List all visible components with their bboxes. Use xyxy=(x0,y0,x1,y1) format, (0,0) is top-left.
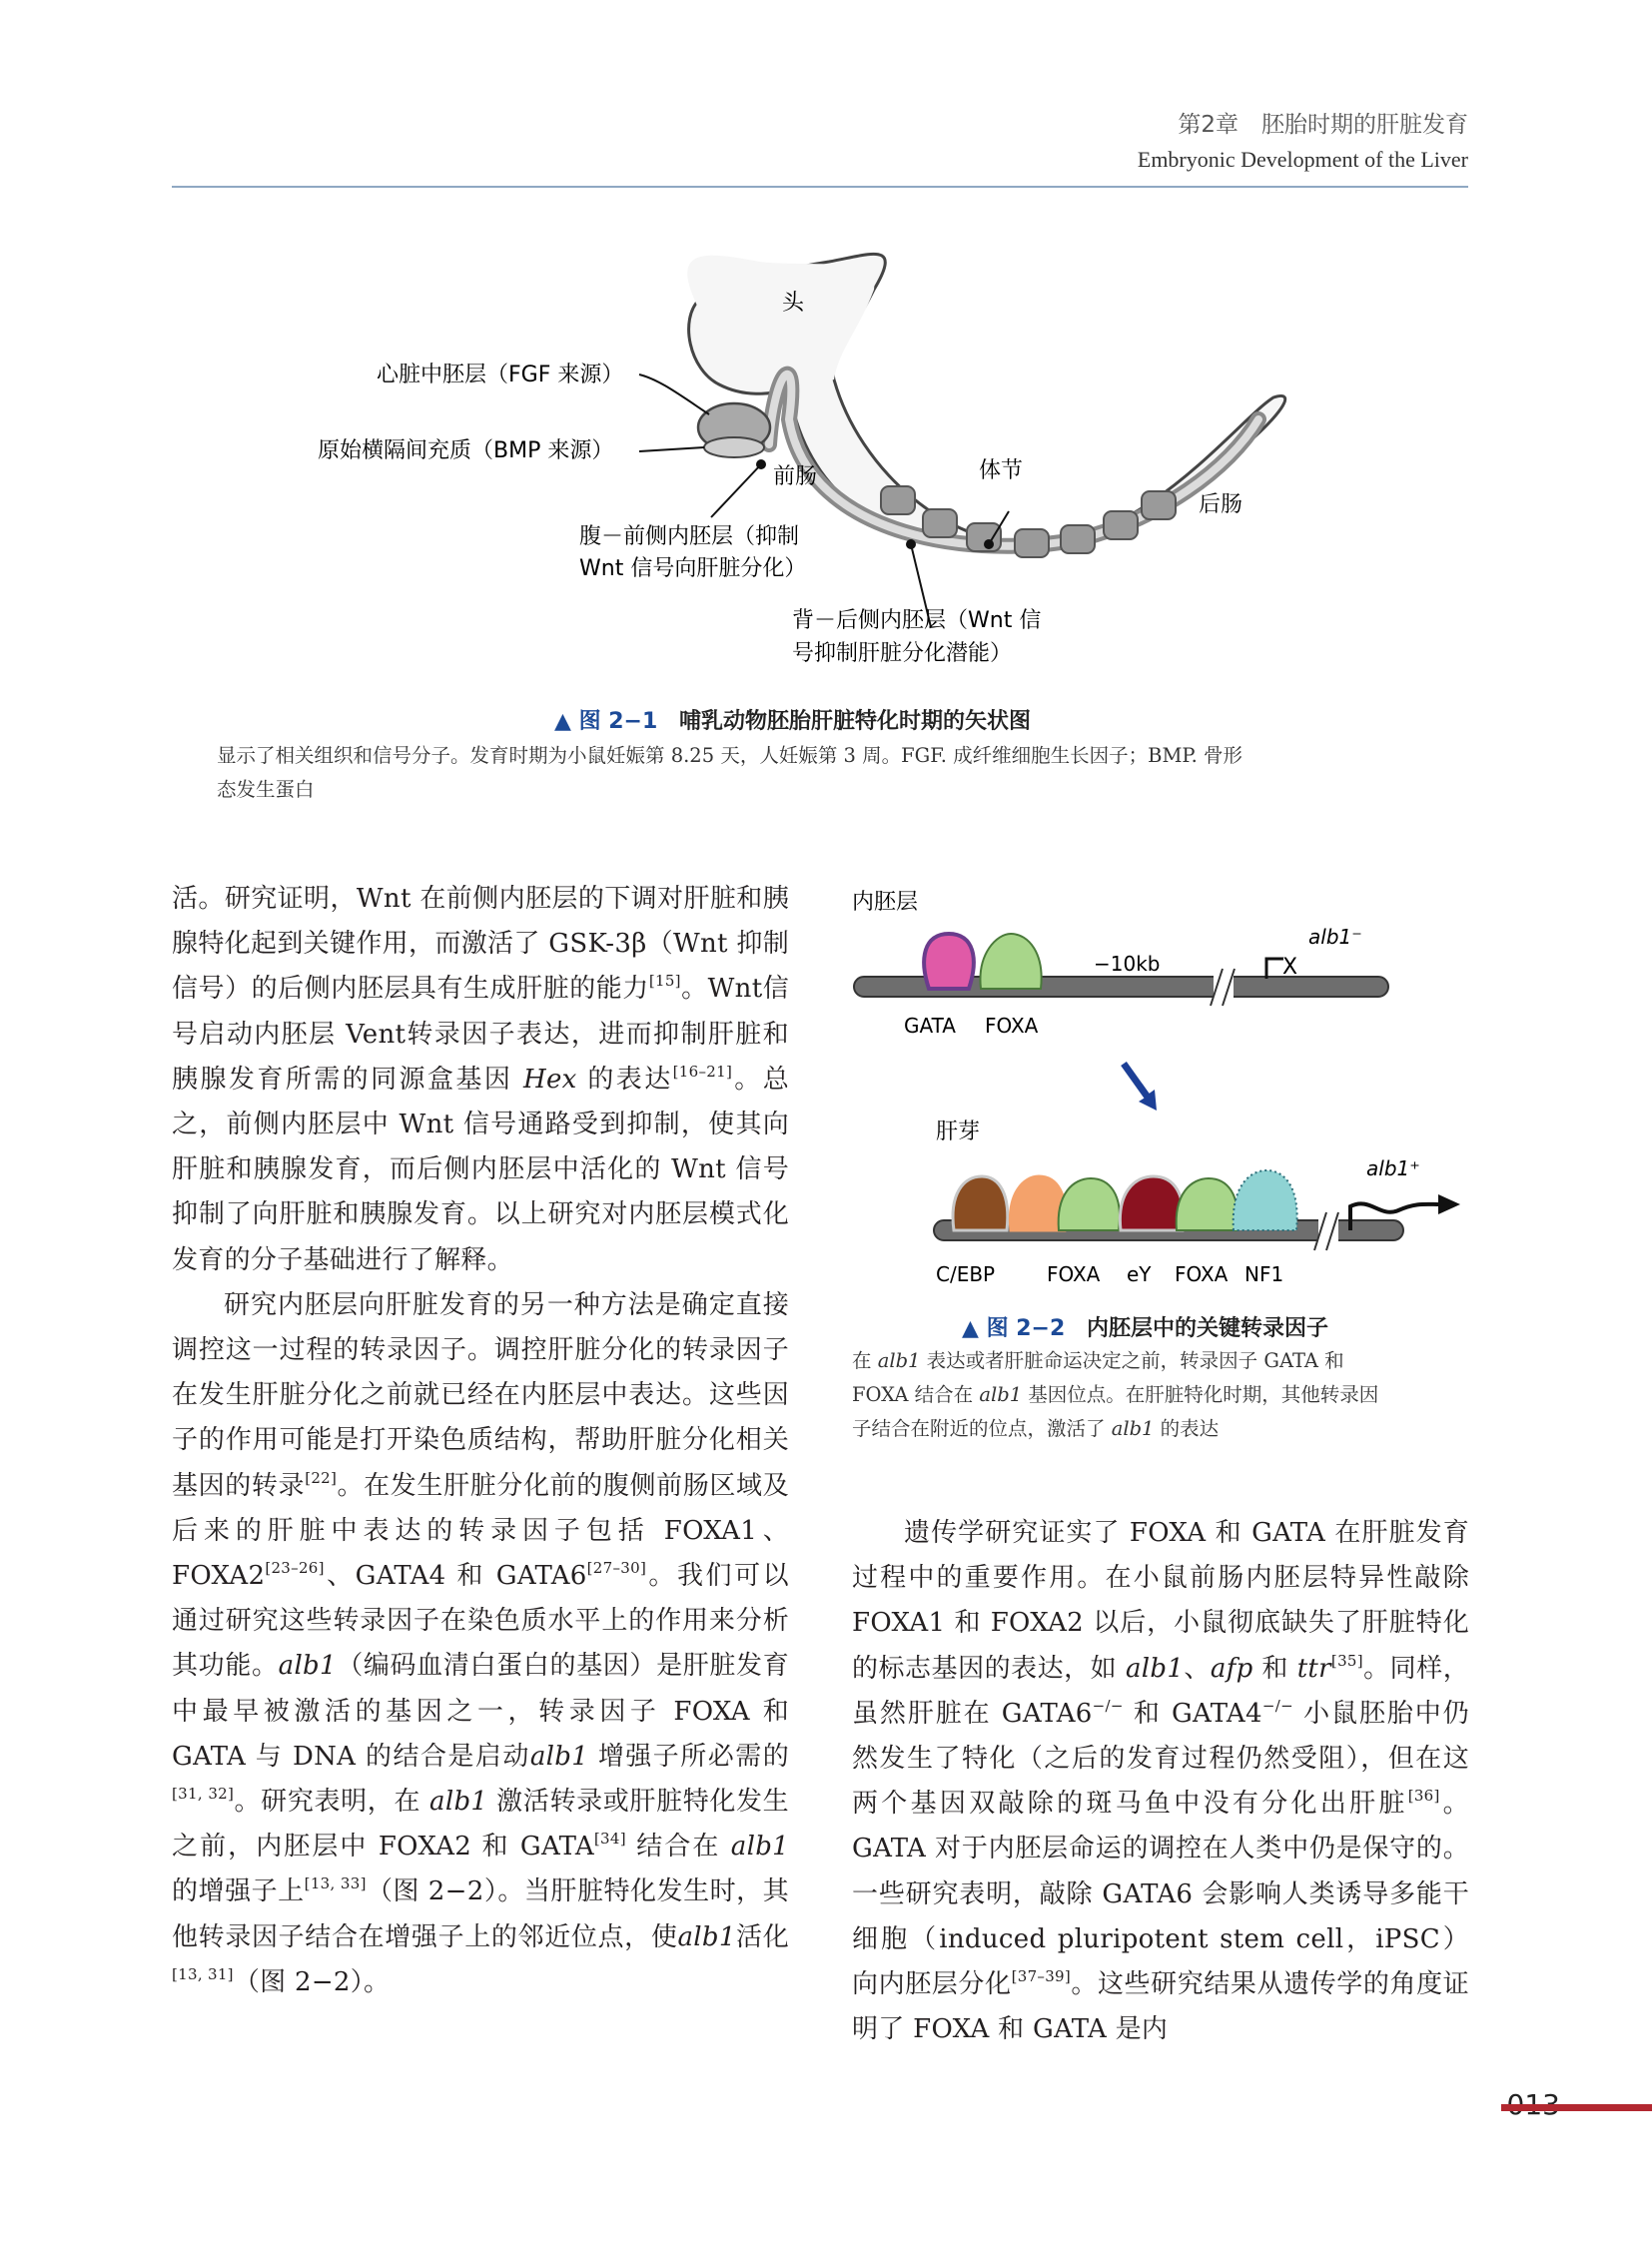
figure-2-2-caption-line1: 在 alb1 表达或者肝脏命运决定之前，转录因子 GATA 和 xyxy=(852,1349,1344,1372)
running-header-chapter-en: Embryonic Development of the Liver xyxy=(1137,147,1468,172)
label-ey: eY xyxy=(1127,1262,1152,1286)
right-column-text xyxy=(852,1511,1469,2052)
foxa-factor-endoderm xyxy=(980,934,1041,989)
label-liver-bud: 肝芽 xyxy=(936,1120,981,1144)
paragraph-genetics: 遗传学研究证实了 FOXA 和 GATA 在肝脏发育过程中的重要作用。在小鼠前肠内胚层特异性敲除 FOXA1 和 FOXA2 以后，小鼠彻底缺失了肝脏特化的标志基因的表达，如 alb1、afp 和 ttr[35]。同样，虽然肝脏在 GATA6−/− 和 GATA4−/− 小鼠胚胎中仍然发生了特化（之后的发育过程仍然受阻），但在这两个基因双敲除的斑马鱼中没有分化出肝脏[36]。GATA 对于内胚层命运的调控在人类中仍是保守的。一些研究表明，敲除 GATA6 会影响人类诱导多能干细胞（induced pluripotent stem cell，iPSC）向内胚层分化[37–39]。这些研究结果从遗传学的角度证明了 FOXA 和 GATA 是内 xyxy=(852,1518,1469,2045)
somites xyxy=(881,486,1176,557)
paragraph-wnt: 活。研究证明，Wnt 在前侧内胚层的下调对肝脏和胰腺特化起到关键作用，而激活了 GSK-3β（Wnt 抑制信号）的后侧内胚层具有生成肝脏的能力[15]。Wnt信号启动内胚层 Vent转录因子表达，进而抑制肝脏和胰腺发育所需的同源盒基因 Hex 的表达[16–21]。总之，前侧内胚层中 Wnt 信号通路受到抑制，使其向肝脏和胰腺发育，而后侧内胚层中活化的 Wnt 信号抑制了向肝脏和胰腺发育。以上研究对内胚层模式化发育的分子基础进行了解释。 xyxy=(172,884,790,1275)
septum-transversum xyxy=(704,437,764,457)
ey-factor xyxy=(1120,1176,1183,1230)
figure-2-2-enhancer-diagram xyxy=(844,879,1473,1308)
label-minus-10kb: −10kb xyxy=(1094,952,1161,976)
figure-2-2-caption xyxy=(852,1344,1471,1446)
label-nf1: NF1 xyxy=(1244,1262,1284,1286)
liver-bud-factors xyxy=(953,1170,1297,1230)
label-alb1-minus: alb1⁻ xyxy=(1308,925,1362,949)
figure-2-1-caption xyxy=(217,739,1455,807)
cebp-factor xyxy=(953,1176,1008,1230)
figure-2-1-title xyxy=(554,704,1031,735)
label-foxa-3: FOXA xyxy=(1175,1262,1229,1286)
figure-2-1-number: ▲ 图 2−1 xyxy=(554,709,658,734)
label-hindgut: 后肠 xyxy=(1199,492,1243,517)
label-cebp: C/EBP xyxy=(936,1262,996,1286)
label-septum-transversum: 原始横隔间充质（BMP 来源） xyxy=(318,438,614,463)
left-column-text xyxy=(172,877,789,2005)
label-x-mark: X xyxy=(1282,955,1298,980)
label-dorsal-posterior-line1: 背－后侧内胚层（Wnt 信 xyxy=(792,608,1042,633)
footer-accent-bar xyxy=(1501,2104,1652,2111)
running-header-chapter: 第2章 胚胎时期的肝脏发育 xyxy=(1178,112,1468,138)
label-head: 头 xyxy=(782,291,805,316)
figure-2-2-title-text: 内胚层中的关键转录因子 xyxy=(1086,1316,1328,1341)
label-somite: 体节 xyxy=(979,458,1024,483)
figure-2-1-caption-line2: 态发生蛋白 xyxy=(217,778,315,801)
label-gata: GATA xyxy=(904,1014,956,1038)
label-cardiac-mesoderm: 心脏中胚层（FGF 来源） xyxy=(377,363,624,387)
label-dorsal-posterior-line2: 号抑制肝脏分化潜能） xyxy=(792,641,1013,666)
label-foxa: FOXA xyxy=(985,1014,1039,1038)
foxa-factor-green-1 xyxy=(1059,1178,1120,1230)
figure-2-1-title-text: 哺乳动物胚胎肝脏特化时期的矢状图 xyxy=(678,709,1031,734)
label-ventral-anterior-line1: 腹－前侧内胚层（抑制 xyxy=(579,524,800,549)
label-foregut: 前肠 xyxy=(773,464,818,489)
header-divider xyxy=(172,186,1468,188)
figure-2-2-caption-line2: FOXA 结合在 alb1 基因位点。在肝脏特化时期，其他转录因 xyxy=(852,1383,1379,1406)
figure-2-2-caption-line3: 子结合在附近的位点，激活了 alb1 的表达 xyxy=(852,1417,1220,1440)
paragraph-transcription-factors: 研究内胚层向肝脏发育的另一种方法是确定直接调控这一过程的转录因子。调控肝脏分化的转录因子在发生肝脏分化之前就已经在内胚层中表达。这些因子的作用可能是打开染色质结构，帮助肝脏分化相关基因的转录[22]。在发生肝脏分化前的腹侧前肠区域及后来的肝脏中表达的转录因子包括 FOXA1、FOXA2[23–26]、GATA4 和 GATA6[27–30]。我们可以通过研究这些转录因子在染色质水平上的作用来分析其功能。alb1（编码血清白蛋白的基因）是肝脏发育中最早被激活的基因之一，转录因子 FOXA 和 GATA 与 DNA 的结合是启动alb1 增强子所必需的[31, 32]。研究表明，在 alb1 激活转录或肝脏特化发生之前，内胚层中 FOXA2 和 GATA[34] 结合在 alb1 的增强子上[13, 33]（图 2−2）。当肝脏特化发生时，其他转录因子结合在增强子上的邻近位点，使alb1活化[13, 31]（图 2−2）。 xyxy=(172,1289,790,1997)
label-ventral-anterior-line2: Wnt 信号向肝脏分化） xyxy=(579,556,807,581)
figure-2-1-embryo-diagram xyxy=(300,250,1348,689)
figure-2-2-number: ▲ 图 2−2 xyxy=(962,1316,1066,1341)
nf1-factor xyxy=(1234,1170,1297,1230)
foxa-factor-green-2 xyxy=(1177,1178,1238,1230)
figure-2-1-caption-line1: 显示了相关组织和信号分子。发育时期为小鼠妊娠第 8.25 天，人妊娠第 3 周。FGF. 成纤维细胞生长因子；BMP. 骨形 xyxy=(217,744,1242,767)
label-foxa-2: FOXA xyxy=(1047,1262,1101,1286)
label-alb1-plus: alb1⁺ xyxy=(1366,1156,1420,1180)
figure-2-2-title xyxy=(962,1311,1328,1342)
label-endoderm: 内胚层 xyxy=(852,890,919,915)
gata-factor-endoderm xyxy=(924,934,974,989)
foxa-factor-orange xyxy=(1010,1176,1065,1230)
